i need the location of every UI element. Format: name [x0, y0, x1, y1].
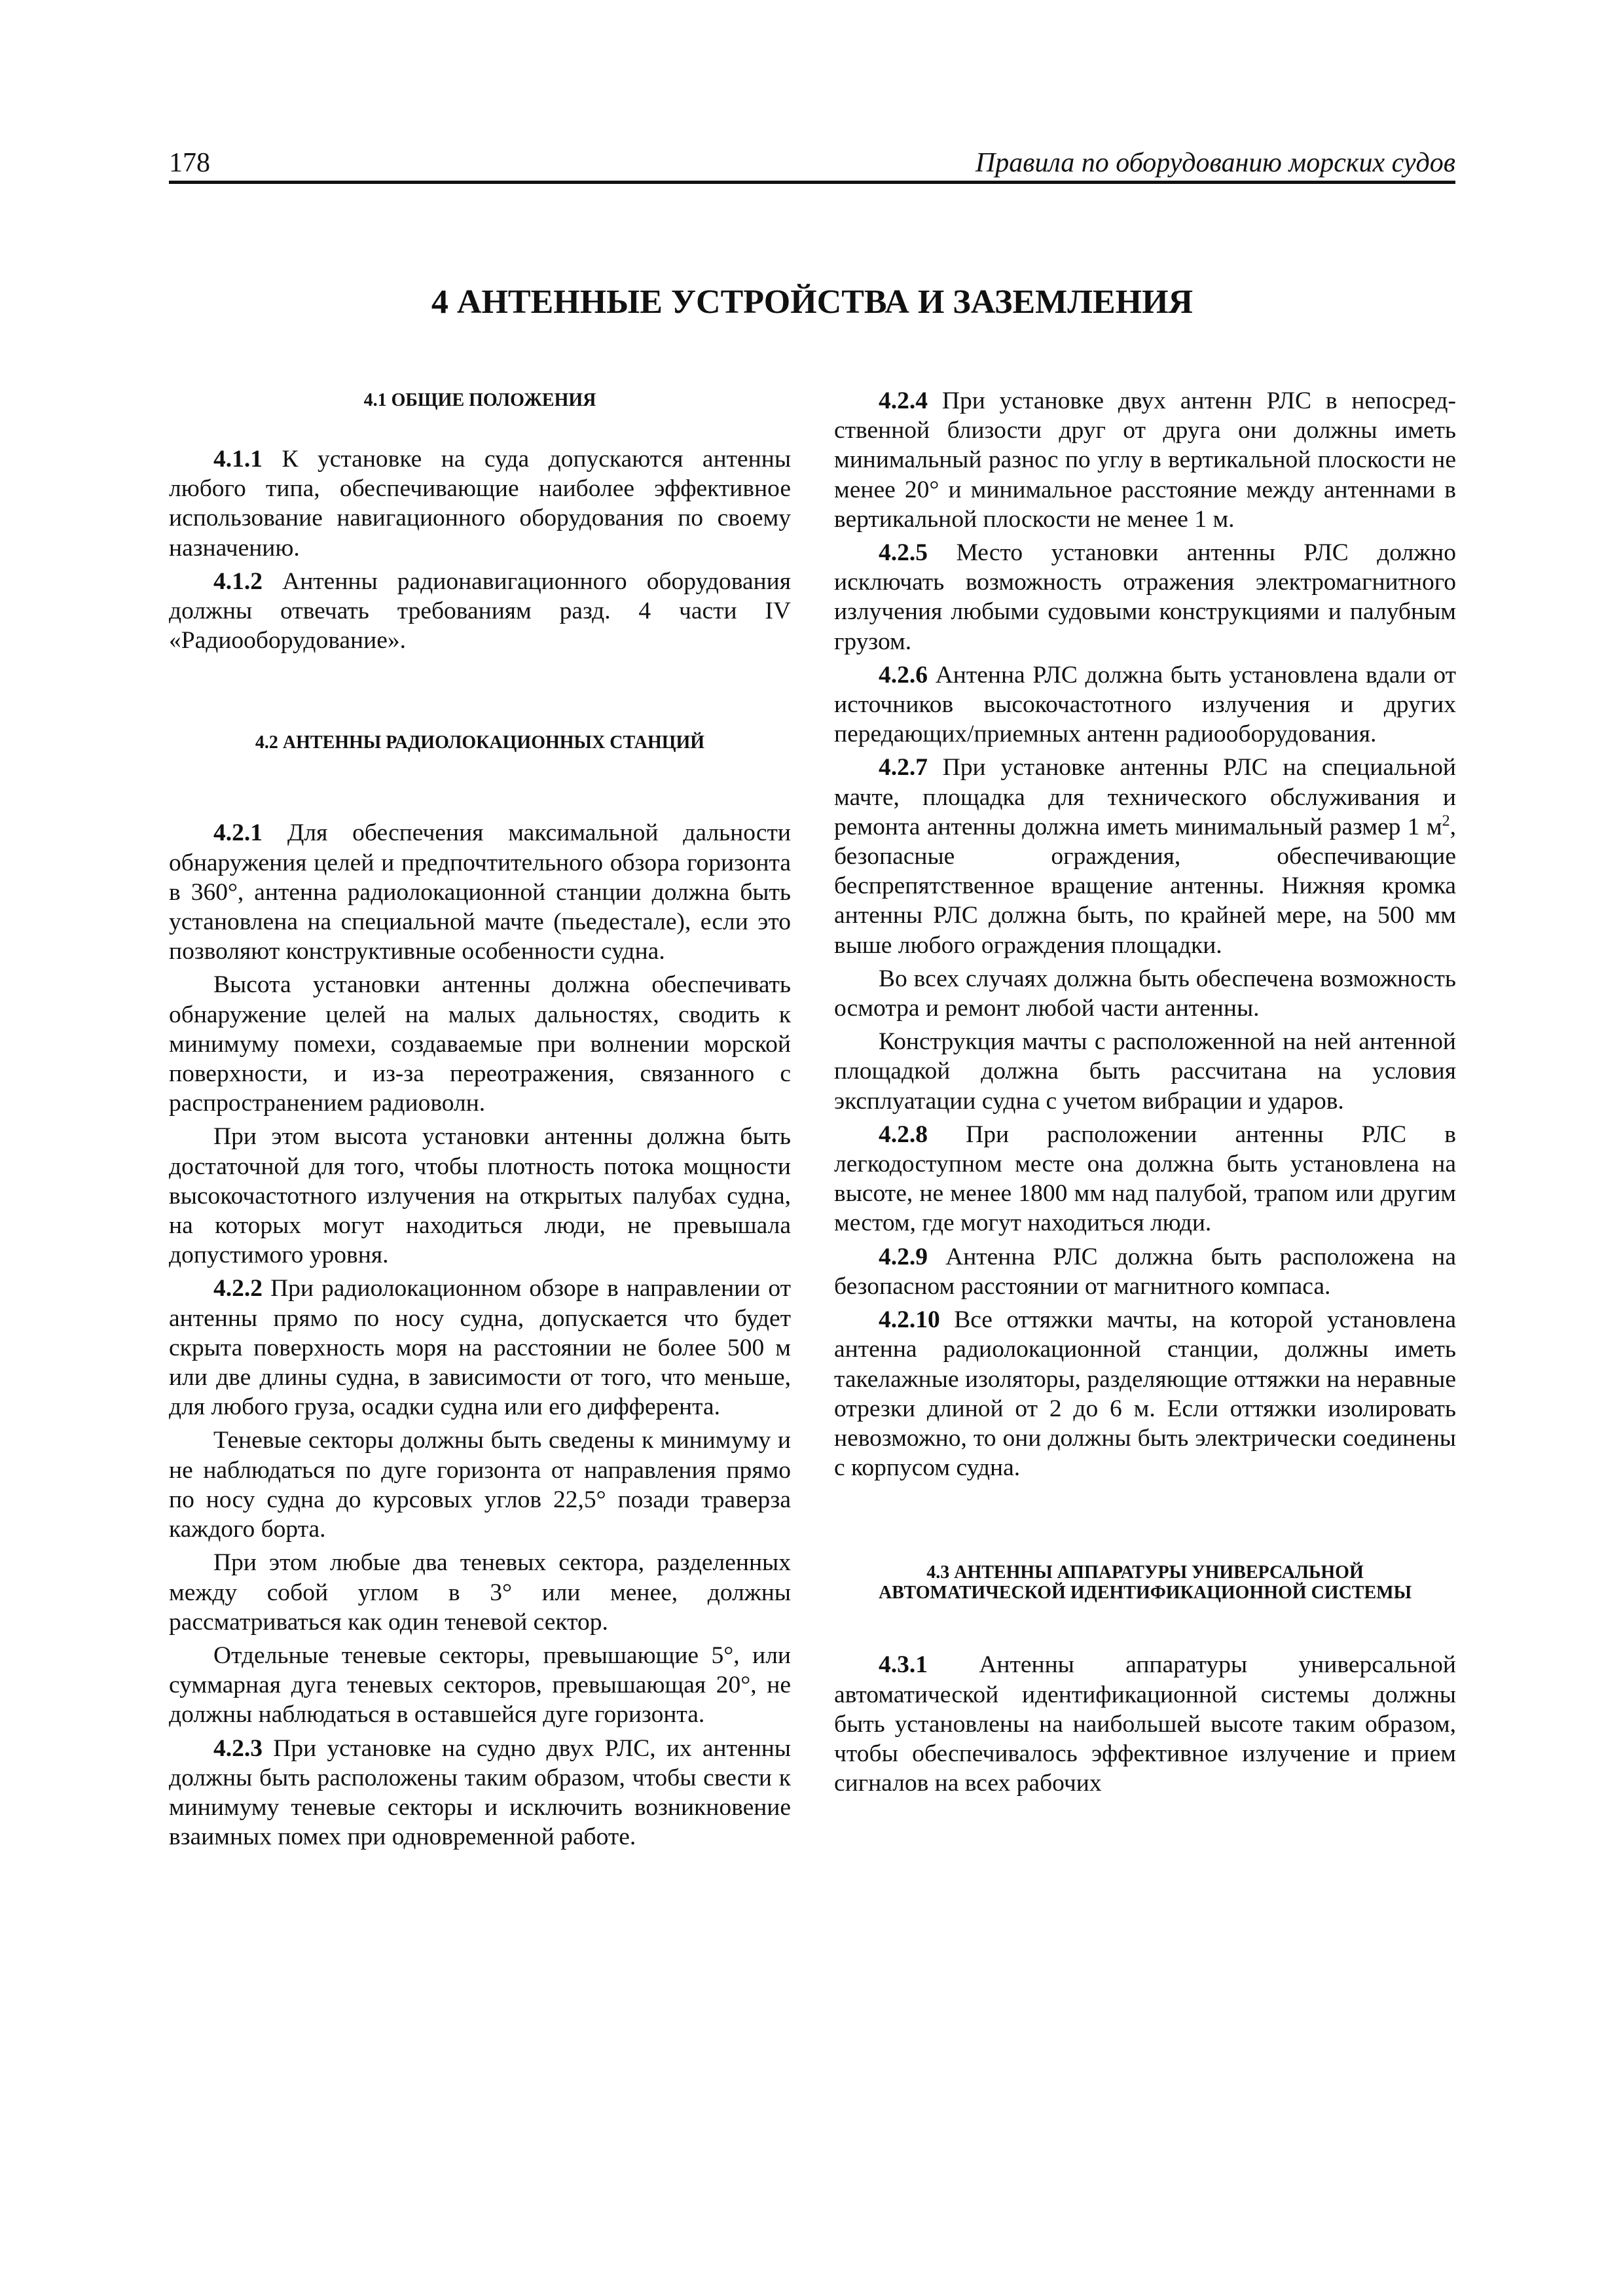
clause-number: 4.2.4 [879, 387, 928, 414]
paragraph-4-2-9 [834, 1242, 1456, 1301]
paragraph-text: Теневые секторы должны быть сведены к минимуму и не наблюдаться по дуге горизонта от направления прямо по носу судна до курсовых углов 22,5° позади траверза каждого борта. [169, 1427, 791, 1543]
paragraph-4-2-4 [834, 386, 1456, 534]
paragraph-text: Антенна РЛС должна быть установлена вдали от источников высокочастотного излучения и других передающих/приемных антенн радиооборудования. [834, 661, 1456, 748]
paragraph-text: Для обеспечения максимальной дальности обнаружения целей и предпочтительного обзора горизонта в 360°, антенна радиолокационной станции должна быть установлена на специальной мачте (пьедестале), если это позволяют конструктивные особенности судна. [169, 819, 791, 965]
paragraph-text: Все оттяжки мачты, на которой установлена антенна радиолокационной станции, должны иметь такелажные изоляторы, разделяющие оттяжки на неравные отрезки длиной от 2 до 6 м. Если оттяжки изолировать невозможно, то они должны быть электрически соединены с корпусом судна. [834, 1306, 1457, 1482]
paragraph-text: При установке двух антенн РЛС в непосредственной близости друг от друга они должны иметь минимальный разнос по углу в вертикальной плоскости не менее 20° и минимальное расстояние между антеннами в вертикальной плоскости не менее 1 м. [834, 387, 1456, 533]
section-heading-4-2: 4.2 АНТЕННЫ РАДИОЛОКАЦИОННЫХ СТАНЦИЙ [255, 732, 705, 753]
paragraph-4-1-1 [169, 444, 791, 563]
page-number: 178 [169, 148, 210, 178]
left-column [169, 386, 791, 1856]
paragraph-4-2-7 [834, 753, 1456, 960]
paragraph-text: При установке на судно двух РЛС, их антенны должны быть расположены таким образом, чтобы свести к минимуму теневые секторы и исключить возникновение взаимных помех при одновременной работе. [169, 1734, 791, 1851]
paragraph-text: Конструкция мачты с расположенной на ней антенной площадкой должна быть рассчитана на условия эксплуатации судна с учетом вибрации и ударов. [834, 1028, 1456, 1115]
clause-number: 4.2.10 [879, 1306, 940, 1334]
paragraph [834, 964, 1456, 1023]
clause-number: 4.2.7 [879, 754, 928, 781]
right-column [834, 386, 1456, 1802]
section-heading-4-1: 4.1 ОБЩИЕ ПОЛОЖЕНИЯ [363, 390, 596, 410]
clause-number: 4.2.3 [213, 1734, 263, 1762]
chapter-title: 4 АНТЕННЫЕ УСТРОЙСТВА И ЗАЗЕМЛЕНИЯ [431, 283, 1194, 321]
superscript: 2 [1442, 812, 1450, 830]
paragraph-text: При радиолокационном обзоре в направлении от антенны прямо по носу судна, допускается что будет скрыта поверхность моря на расстоянии не более 500 м или две длины судна, в зависимости от того, что меньше, для любого груза, осадки судна или его дифферента. [169, 1275, 791, 1421]
paragraph-text: При этом любые два теневых сектора, разделенных между собой углом в 3° или менее, должны рассматриваться как один теневой сектор. [169, 1549, 791, 1636]
clause-number: 4.1.1 [213, 446, 263, 473]
paragraph-4-2-5 [834, 538, 1456, 656]
clause-number: 4.2.5 [879, 539, 928, 567]
paragraph-4-2-6 [834, 660, 1456, 749]
running-title: Правила по оборудованию морских судов [975, 148, 1455, 178]
paragraph-text: При этом высота установки антенны должна быть достаточной для того, чтобы плотность потока мощности высокочастотного излучения на открытых палубах судна, на которых могут находиться люди, не превышала допустимого уровня. [169, 1123, 791, 1269]
clause-number: 4.2.8 [879, 1121, 928, 1148]
clause-number: 4.1.2 [213, 567, 263, 595]
paragraph-4-2-3 [169, 1734, 791, 1852]
clause-number: 4.3.1 [879, 1651, 928, 1679]
paragraph-text: При расположении антенны РЛС в легкодоступном месте она должна быть установлена на высоте, не менее 1800 мм над палубой, трапом или другим местом, где могут находиться люди. [834, 1121, 1456, 1237]
paragraph-text: Во всех случаях должна быть обеспечена возможность осмотра и ремонт любой части антенны. [834, 965, 1456, 1022]
paragraph-text: К установке на суда допускаются антенны любого типа, обеспечивающие наиболее эффективное использование навигационного оборудования по своему назначению. [169, 446, 792, 562]
page-header [169, 147, 1455, 184]
paragraph-4-2-2 [169, 1274, 791, 1422]
paragraph [169, 1641, 791, 1730]
clause-number: 4.2.6 [879, 661, 928, 689]
paragraph-text: , безопасные ограждения, обеспечивающие беспрепятственное вращение антенны. Нижняя кромка антенны РЛС должна быть, по крайней мере, на 500 мм выше любого ограждения площадки. [834, 813, 1456, 959]
clause-number: 4.2.1 [213, 819, 263, 847]
paragraph [169, 970, 791, 1118]
paragraph-4-2-8 [834, 1120, 1456, 1238]
paragraph-4-2-10 [834, 1305, 1456, 1482]
paragraph [834, 1027, 1456, 1116]
section-heading-4-3: 4.3 АНТЕННЫ АППАРАТУРЫ УНИВЕРСАЛЬНОЙ АВТОМАТИЧЕСКОЙ ИДЕНТИФИКАЦИОННОЙ СИСТЕМЫ [878, 1562, 1412, 1604]
paragraph-4-2-1 [169, 818, 791, 966]
paragraph [169, 1426, 791, 1544]
clause-number: 4.2.9 [879, 1243, 928, 1270]
paragraph-4-1-2 [169, 567, 791, 656]
paragraph-text: Место установки антенны РЛС должно исключать возможность отражения электромагнитного излучения любыми судовыми конструкциями и палубным грузом. [834, 539, 1456, 655]
paragraph [169, 1548, 791, 1637]
paragraph-text: Антенны аппаратуры универсальной автоматической идентификационной системы должны быть установлены на наибольшей высоте таким образом, чтобы обеспечивалось эффективное излучение и прием сигналов на всех рабочих [834, 1651, 1456, 1797]
paragraph-text: Антенна РЛС должна быть расположена на безопасном расстоянии от магнитного компаса. [834, 1243, 1456, 1300]
clause-number: 4.2.2 [213, 1275, 263, 1302]
paragraph-text: Отдельные теневые секторы, превышающие 5°, или суммарная дуга теневых секторов, превышающая 20°, не должны наблюдаться в оставшейся дуге горизонта. [169, 1641, 791, 1729]
paragraph-text: Антенны радионавигационного оборудования должны отвечать требованиям разд. 4 части IV «Радиооборудование». [169, 567, 791, 655]
paragraph [169, 1122, 791, 1270]
paragraph-text: Высота установки антенны должна обеспечивать обнаружение целей на малых дальностях, сводить к минимуму помехи, создаваемые при волнении морской поверхности, и из-за переотражения, связанного с распространением радиоволн. [169, 971, 791, 1117]
paragraph-text: При установке антенны РЛС на специальной мачте, площадка для технического обслуживания и ремонта антенны должна иметь минимальный размер 1 м [834, 754, 1456, 840]
paragraph-4-3-1 [834, 1650, 1456, 1798]
